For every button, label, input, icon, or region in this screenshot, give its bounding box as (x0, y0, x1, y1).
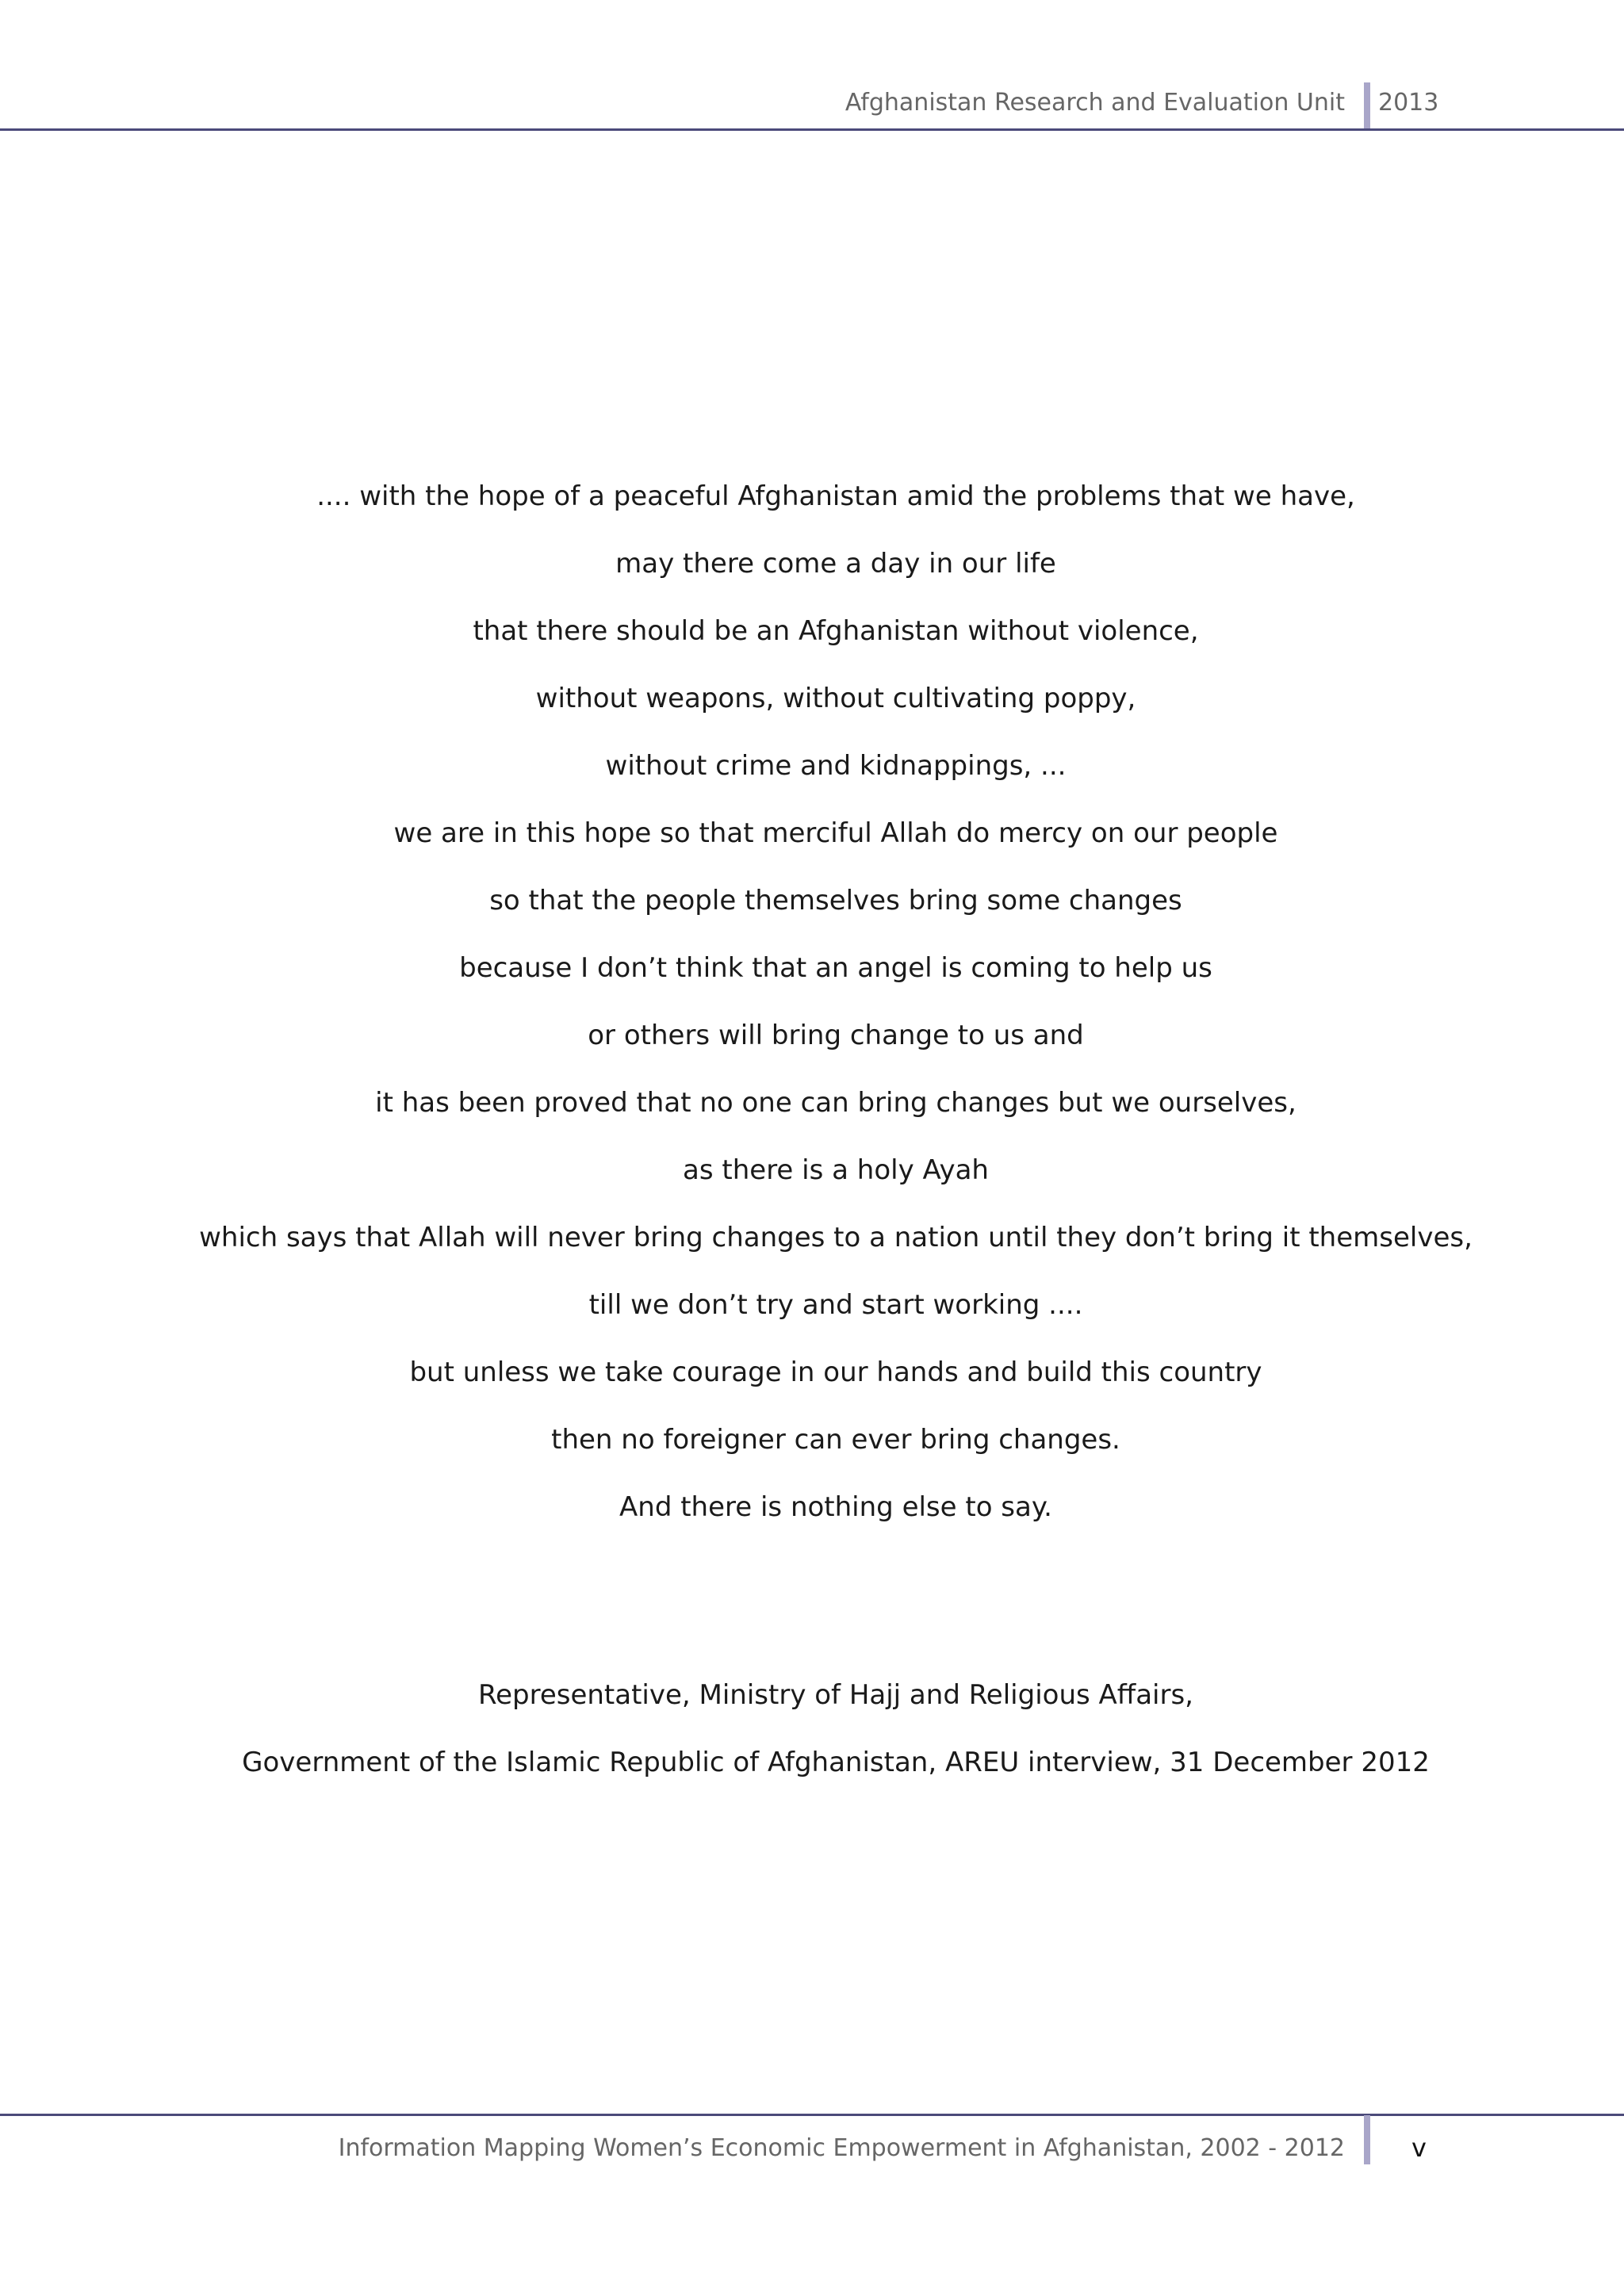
quote-line: And there is nothing else to say. (619, 1491, 1052, 1523)
footer-publication-title: Information Mapping Women’s Economic Empowerment in Afghanistan, 2002 - 2012 (338, 2134, 1345, 2162)
quote-line: because I don’t think that an angel is coming to help us (459, 952, 1212, 984)
quote-line: we are in this hope so that merciful Allah do mercy on our people (393, 817, 1278, 849)
page-number: v (1411, 2133, 1427, 2163)
quote-line: so that the people themselves bring some changes (489, 885, 1182, 916)
quote-line: but unless we take courage in our hands and build this country (409, 1357, 1262, 1388)
quote-line: then no foreigner can ever bring changes. (551, 1424, 1120, 1456)
quote-line: without weapons, without cultivating poppy, (535, 683, 1136, 714)
attribution-line: Government of the Islamic Republic of Afghanistan, AREU interview, 31 December 2012 (242, 1747, 1430, 1778)
header-organization: Afghanistan Research and Evaluation Unit (845, 89, 1345, 117)
footer-rule (0, 2114, 1624, 2116)
quote-line: that there should be an Afghanistan without violence, (473, 615, 1199, 647)
quote-line: as there is a holy Ayah (683, 1154, 989, 1186)
header-year: 2013 (1378, 89, 1439, 117)
attribution-line: Representative, Ministry of Hajj and Religious Affairs, (478, 1679, 1193, 1711)
header-divider-bar (1364, 82, 1370, 128)
header-rule (0, 128, 1624, 131)
quote-line: it has been proved that no one can bring changes but we ourselves, (375, 1087, 1297, 1119)
quote-line: .... with the hope of a peaceful Afghanistan amid the problems that we have, (316, 480, 1355, 512)
quote-line: may there come a day in our life (615, 548, 1056, 580)
quote-line: or others will bring change to us and (588, 1020, 1084, 1051)
quote-attribution (0, 1662, 1624, 1797)
quote-line: which says that Allah will never bring changes to a nation until they don’t bring it themselves, (199, 1222, 1473, 1253)
quote-line: without crime and kidnappings, ... (605, 750, 1067, 782)
epigraph-quote (0, 463, 1624, 1541)
footer-divider-bar (1364, 2115, 1370, 2164)
quote-line: till we don’t try and start working .... (588, 1289, 1083, 1321)
page-header (0, 0, 1624, 133)
